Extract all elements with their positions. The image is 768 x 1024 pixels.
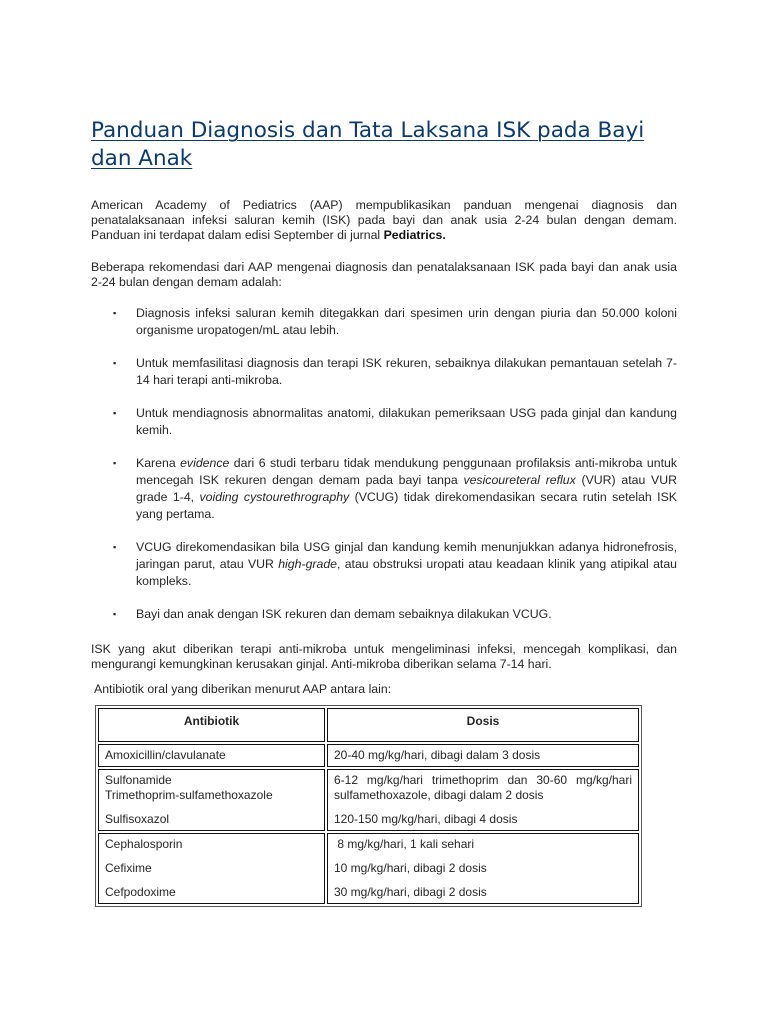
list-item [91, 606, 677, 623]
antibiotic-cell [98, 769, 325, 831]
italic-term: vesicoureteral reflux [463, 473, 576, 487]
text-run: , atau obstruksi uropati atau keadaan klinik yang atipikal atau kompleks. [136, 557, 677, 588]
table-header-row [98, 708, 639, 742]
drug-name: Cephalosporin [105, 837, 183, 851]
intro-text: American Academy of Pediatrics (AAP) mempublikasikan panduan mengenai diagnosis dan penatalaksanaan infeksi saluran kemih (ISK) pada bayi dan anak usia 2-24 bulan dengan demam. Panduan ini terdapat dalam edisi September di jurnal [91, 198, 677, 242]
journal-name: Pediatrics. [383, 228, 446, 242]
dose-cell [327, 744, 639, 767]
list-item [91, 405, 677, 439]
drug-name: Sulfonamide [105, 773, 172, 787]
list-item [91, 355, 677, 389]
spacer [334, 852, 632, 861]
drug-name: Sulfisoxazol [105, 812, 170, 826]
recommendation-text: Diagnosis infeksi saluran kemih ditegakkan dari spesimen urin dengan piuria dan 50.000 koloni organisme uropatogen/mL atau lebih. [136, 306, 677, 337]
recommendation-text [136, 456, 677, 521]
text-run: (VCUG) tidak direkomendasikan secara rutin setelah ISK yang pertama. [136, 490, 677, 521]
bullet-icon: ▪ [113, 358, 117, 368]
italic-term: evidence [180, 456, 230, 470]
spacer [105, 876, 318, 885]
drug-name: Trimethoprim-sulfamethoxazole [105, 788, 273, 802]
italic-term: voiding cystourethrography [199, 490, 350, 504]
recommendation-text: Bayi dan anak dengan ISK rekuren dan demam sebaiknya dilakukan VCUG. [136, 607, 552, 621]
spacer [105, 852, 318, 861]
recommendation-text: Untuk memfasilitasi diagnosis dan terapi ISK rekuren, sebaiknya dilakukan pemantauan setelah 7-14 hari terapi anti-mikroba. [136, 356, 677, 387]
antibiotic-cell [98, 833, 325, 904]
spacer [334, 803, 632, 812]
bullet-icon: ▪ [113, 609, 117, 619]
table-row [98, 744, 639, 767]
text-run: (VUR) atau VUR grade 1-4, [136, 473, 677, 504]
dose-text: 120-150 mg/kg/hari, dibagi 4 dosis [334, 812, 518, 826]
recommendation-list [91, 305, 677, 639]
table-row [98, 833, 639, 904]
intro-paragraph [91, 198, 677, 243]
italic-term: high-grade [278, 557, 338, 571]
spacer [334, 876, 632, 885]
dose-text: 30 mg/kg/hari, dibagi 2 dosis [334, 885, 487, 899]
text-run: VCUG direkomendasikan bila USG ginjal dan kandung kemih menunjukkan adanya hidronefrosis, jaringan parut, atau VUR [136, 540, 677, 571]
dose-text: 6-12 mg/kg/hari trimethoprim dan 30-60 mg/kg/hari sulfamethoxazole, dibagi dalam 2 dosis [334, 773, 632, 802]
bullet-icon: ▪ [113, 408, 117, 418]
antibiotic-cell [98, 744, 325, 767]
list-item [91, 539, 677, 590]
list-item [91, 305, 677, 339]
dose-text: 20-40 mg/kg/hari, dibagi dalam 3 dosis [334, 748, 541, 762]
antibiotic-table [95, 705, 642, 907]
page-title[interactable]: Panduan Diagnosis dan Tata Laksana ISK pada Bayi dan Anak [91, 118, 645, 171]
dose-cell [327, 769, 639, 831]
text-run: Karena [136, 456, 181, 470]
table-intro: Antibiotik oral yang diberikan menurut AAP antara lain: [94, 682, 392, 696]
drug-name: Cefpodoxime [105, 885, 176, 899]
bullet-icon: ▪ [113, 458, 117, 468]
bullet-icon: ▪ [113, 542, 117, 552]
text-run: dari 6 studi terbaru tidak mendukung penggunaan profilaksis anti-mikroba untuk mencegah ISK rekuren dengan demam pada bayi tanpa [136, 456, 677, 487]
recommendation-text [136, 540, 677, 588]
spacer [105, 803, 318, 812]
column-header-antibiotik: Antibiotik [98, 708, 325, 742]
column-header-dosis: Dosis [327, 708, 639, 742]
recommendation-text: Untuk mendiagnosis abnormalitas anatomi, dilakukan pemeriksaan USG pada ginjal dan kandung kemih. [136, 406, 677, 437]
list-item [91, 455, 677, 523]
bullet-icon: ▪ [113, 308, 117, 318]
dose-cell [327, 833, 639, 904]
drug-name: Cefixime [105, 861, 152, 875]
table-row [98, 769, 639, 831]
dose-text: 10 mg/kg/hari, dibagi 2 dosis [334, 861, 487, 875]
dose-text: 8 mg/kg/hari, 1 kali sehari [334, 837, 475, 851]
therapy-paragraph: ISK yang akut diberikan terapi anti-mikroba untuk mengeliminasi infeksi, mencegah komplikasi, dan mengurangi kemungkinan kerusakan ginjal. Anti-mikroba diberikan selama 7-14 hari. [91, 642, 677, 671]
drug-name: Amoxicillin/clavulanate [105, 748, 226, 762]
lead-paragraph: Beberapa rekomendasi dari AAP mengenai diagnosis dan penatalaksanaan ISK pada bayi dan anak usia 2-24 bulan dengan demam adalah: [91, 260, 677, 289]
